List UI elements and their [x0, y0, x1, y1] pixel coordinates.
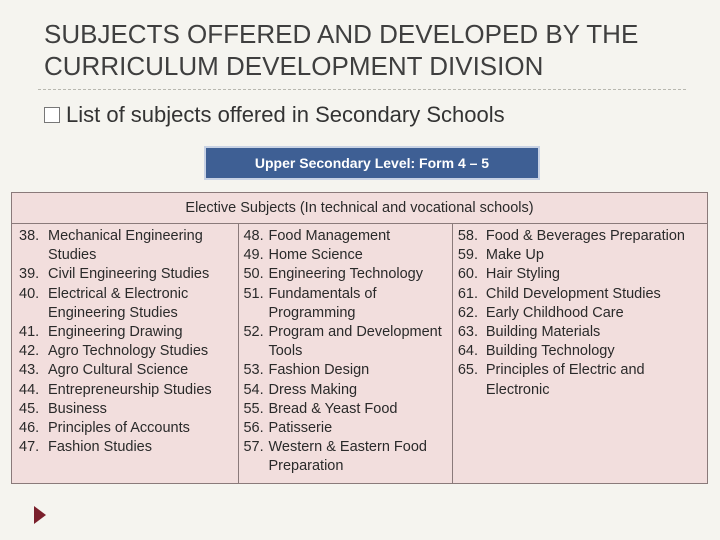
- subject-number: 57.: [243, 439, 264, 456]
- subject-number: 58.: [457, 228, 479, 244]
- subject-number: 64.: [457, 343, 479, 360]
- subject-item: [12, 227, 238, 265]
- subject-name: Engineering Technology: [268, 266, 423, 283]
- subject-name: Building Materials: [485, 324, 601, 341]
- subject-number: 38.: [19, 228, 40, 244]
- subject-number: 60.: [457, 266, 479, 283]
- subject-number: 61.: [457, 285, 479, 302]
- subject-item: [12, 381, 238, 400]
- checkbox-bullet-icon: [44, 107, 60, 123]
- subject-item: [12, 285, 238, 323]
- title-divider: [38, 89, 686, 90]
- subject-number: 51.: [243, 285, 264, 302]
- subject-name: Early Childhood Care: [485, 304, 624, 321]
- subject-item: [239, 265, 451, 284]
- subject-number: 43.: [19, 362, 40, 379]
- subject-item: [453, 265, 707, 284]
- subject-name: Fashion Studies: [48, 439, 152, 456]
- subject-item: [453, 304, 707, 323]
- subject-name: Hair Styling: [485, 266, 560, 283]
- subject-item: [239, 246, 451, 265]
- subject-number: 49.: [243, 247, 264, 264]
- slide-title: SUBJECTS OFFERED AND DEVELOPED BY THE CURRICULUM DEVELOPMENT DIVISION: [44, 19, 639, 81]
- subject-item: [239, 285, 451, 323]
- subject-item: [12, 438, 238, 457]
- subject-column-1: [12, 224, 239, 484]
- subject-item: [239, 438, 451, 476]
- subject-name: Food & Beverages Preparation: [485, 228, 685, 244]
- subject-name: Western & Eastern Food Preparation: [268, 439, 427, 475]
- subject-item: [453, 323, 707, 342]
- subject-item: [239, 361, 451, 380]
- bullet-point: [44, 102, 505, 128]
- subject-name: Building Technology: [485, 343, 615, 360]
- subject-number: 45.: [19, 400, 40, 417]
- subject-number: 56.: [243, 420, 264, 437]
- subject-number: 65.: [457, 362, 479, 379]
- subject-name: Bread & Yeast Food: [268, 400, 398, 417]
- subject-name: Business: [48, 400, 107, 417]
- subject-name: Dress Making: [268, 381, 358, 398]
- subject-number: 53.: [243, 362, 264, 379]
- subject-number: 42.: [19, 343, 40, 360]
- subject-item: [239, 400, 451, 419]
- subject-number: 54.: [243, 381, 264, 398]
- subject-name: Program and Development Tools: [268, 324, 442, 360]
- subject-name: Home Science: [268, 247, 363, 264]
- subject-name: Principles of Accounts: [48, 420, 190, 437]
- subject-name: Engineering Drawing: [48, 324, 183, 341]
- subject-name: Food Management: [268, 228, 391, 244]
- subject-number: 40.: [19, 285, 40, 302]
- subject-item: [239, 381, 451, 400]
- subject-name: Mechanical Engineering Studies: [48, 228, 203, 264]
- subject-item: [12, 419, 238, 438]
- subject-name: Civil Engineering Studies: [48, 266, 210, 283]
- subject-item: [12, 323, 238, 342]
- subject-number: 55.: [243, 400, 264, 417]
- subject-item: [453, 342, 707, 361]
- subject-number: 47.: [19, 439, 40, 456]
- subject-number: 52.: [243, 324, 264, 341]
- subject-item: [12, 361, 238, 380]
- table-header: Elective Subjects (In technical and vocational schools): [12, 193, 708, 224]
- subject-column-2: [239, 224, 452, 484]
- subject-item: [239, 323, 451, 361]
- subject-name: Fundamentals of Programming: [268, 285, 377, 321]
- subject-column-3: [452, 224, 707, 484]
- subject-item: [453, 285, 707, 304]
- subjects-table: [11, 192, 708, 484]
- subject-number: 41.: [19, 324, 40, 341]
- subject-item: [12, 265, 238, 284]
- subject-item: [453, 361, 707, 399]
- subject-name: Agro Technology Studies: [48, 343, 209, 360]
- bullet-text: List of subjects offered in Secondary Schools: [66, 102, 505, 127]
- subject-number: 44.: [19, 381, 40, 398]
- subject-name: Entrepreneurship Studies: [48, 381, 212, 398]
- subject-number: 50.: [243, 266, 264, 283]
- subject-name: Child Development Studies: [485, 285, 661, 302]
- subject-number: 62.: [457, 304, 479, 321]
- subject-name: Fashion Design: [268, 362, 370, 379]
- subject-number: 48.: [243, 228, 264, 244]
- subject-item: [12, 342, 238, 361]
- subject-name: Principles of Electric and Electronic: [485, 362, 645, 398]
- subject-name: Electrical & Electronic Engineering Studies: [48, 285, 189, 321]
- subject-name: Agro Cultural Science: [48, 362, 189, 379]
- subject-number: 59.: [457, 247, 479, 264]
- subject-number: 63.: [457, 324, 479, 341]
- subject-item: [239, 419, 451, 438]
- subject-item: [239, 227, 451, 246]
- subject-item: [453, 246, 707, 265]
- subject-item: [12, 400, 238, 419]
- next-slide-arrow-icon[interactable]: [32, 505, 48, 525]
- subject-name: Make Up: [485, 247, 544, 264]
- level-banner: Upper Secondary Level: Form 4 – 5: [204, 146, 540, 180]
- subject-number: 39.: [19, 266, 40, 283]
- subject-number: 46.: [19, 420, 40, 437]
- subject-name: Patisserie: [268, 420, 333, 437]
- subject-item: [453, 227, 707, 246]
